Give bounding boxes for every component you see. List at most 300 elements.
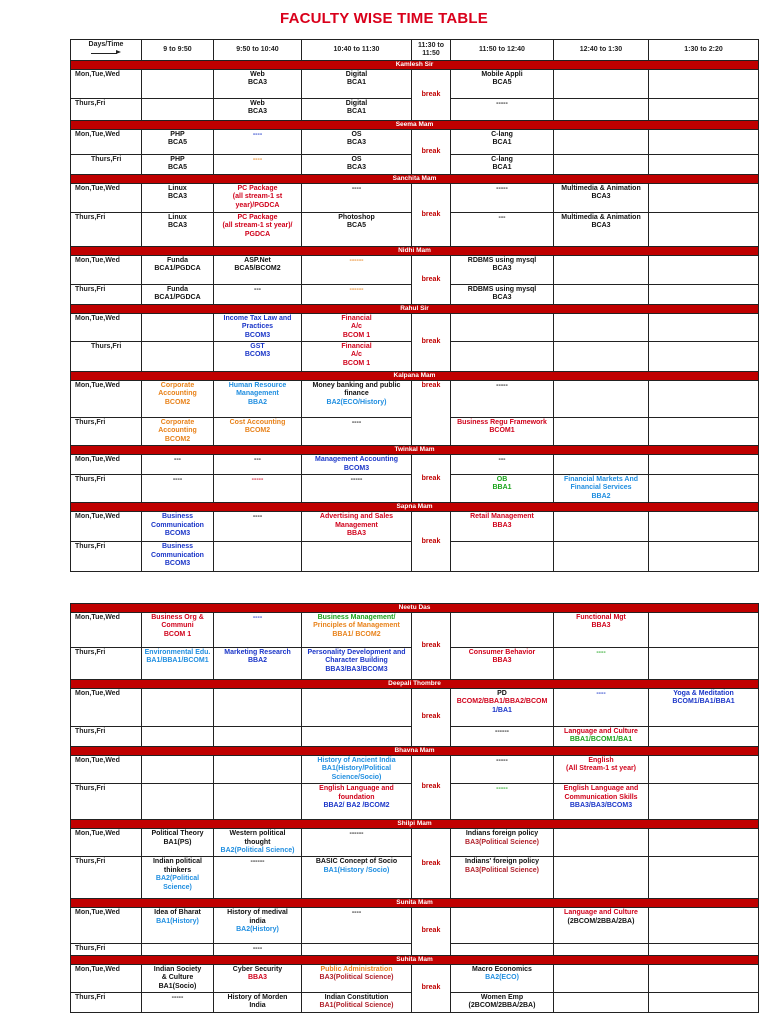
slot-line: BCA3 <box>591 193 611 201</box>
slot-cell <box>554 455 649 475</box>
slot-cell <box>554 908 649 944</box>
slot-cell <box>649 964 759 992</box>
arrow-right-icon <box>91 50 121 56</box>
slot-line: BBA1/ BCOM2 <box>332 630 381 638</box>
slot-line: Science/Socio) <box>331 773 382 781</box>
slot-cell <box>554 130 649 155</box>
schedule-row <box>71 183 759 212</box>
slot-cell <box>214 993 302 1013</box>
faculty-name: Sunita Mam <box>71 899 759 908</box>
slot-line: Business Management/ <box>317 614 396 621</box>
day-label: Thurs,Fri <box>71 418 142 446</box>
slot-line: BBA3/BA3/BCOM3 <box>569 802 633 810</box>
slot-cell <box>142 964 214 992</box>
slot-cell <box>554 784 649 820</box>
day-label: Mon,Tue,Wed <box>71 756 142 784</box>
slot-line: year)/PGDCA <box>235 201 280 209</box>
slot-line: C-lang <box>491 156 513 163</box>
slot-line: BCOM3 <box>244 351 271 359</box>
slot-cell <box>649 342 759 372</box>
slot-line: Macro Economics <box>472 965 532 973</box>
day-label: Mon,Tue,Wed <box>71 183 142 212</box>
slot-cell <box>302 689 412 727</box>
slot-cell <box>554 542 649 572</box>
slot-cell <box>214 313 302 341</box>
slot-line: --- <box>254 456 261 464</box>
day-label: Mon,Tue,Wed <box>71 313 142 341</box>
slot-cell <box>649 455 759 475</box>
slot-line: Multimedia & Animation <box>561 184 641 192</box>
slot-line: Communi <box>161 622 194 630</box>
slot-cell <box>649 908 759 944</box>
break-cell: break <box>412 130 451 175</box>
slot-cell <box>649 993 759 1013</box>
slot-line: Photoshop <box>338 213 375 221</box>
slot-cell <box>451 70 554 99</box>
slot-cell <box>142 689 214 727</box>
slot-line: BCA3 <box>167 222 188 230</box>
break-cell: break <box>412 183 451 246</box>
slot-cell <box>451 944 554 955</box>
slot-cell <box>214 70 302 99</box>
slot-line: BCA1/PGDCA <box>154 294 201 302</box>
slot-line: --- <box>254 285 261 293</box>
slot-cell <box>649 689 759 727</box>
slot-cell <box>649 648 759 680</box>
slot-cell <box>302 756 412 784</box>
slot-cell <box>649 542 759 572</box>
slot-line: Financial Markets And <box>563 476 639 484</box>
slot-line: Business Regu Framework <box>457 419 547 427</box>
slot-cell <box>554 829 649 857</box>
slot-line: ---- <box>596 690 606 697</box>
slot-cell <box>649 70 759 99</box>
slot-cell <box>649 255 759 284</box>
slot-cell <box>554 342 649 372</box>
faculty-row <box>71 747 759 756</box>
slot-cell <box>142 455 214 475</box>
header-slot: 11:50 to 12:40 <box>451 40 554 61</box>
break-cell: break <box>412 613 451 680</box>
slot-cell <box>451 212 554 246</box>
slot-line: (2BCOM/2BBA/2BA) <box>567 917 635 925</box>
slot-cell <box>451 284 554 304</box>
slot-cell <box>142 512 214 542</box>
slot-line: Western political <box>229 830 286 838</box>
slot-cell <box>142 613 214 648</box>
slot-line: BBA3 <box>346 530 367 538</box>
break-cell: break <box>412 381 451 446</box>
slot-line: BCOM 1 <box>163 630 192 638</box>
faculty-name: Suhita Mam <box>71 955 759 964</box>
slot-cell <box>451 689 554 727</box>
slot-line: Digital <box>345 100 368 107</box>
slot-cell <box>214 418 302 446</box>
slot-line: Digital <box>345 71 368 78</box>
slot-cell <box>649 475 759 503</box>
slot-cell <box>649 313 759 341</box>
slot-line: BCA5 <box>167 164 188 172</box>
slot-cell <box>214 183 302 212</box>
slot-cell <box>214 542 302 572</box>
slot-line: BCOM3 <box>164 530 191 538</box>
slot-cell <box>302 212 412 246</box>
slot-cell <box>649 284 759 304</box>
slot-line: ---- <box>252 945 263 953</box>
slot-line: Management <box>236 390 279 398</box>
slot-cell <box>451 183 554 212</box>
schedule-row <box>71 130 759 155</box>
slot-line: BCOM3 <box>244 331 271 339</box>
slot-line: Management Accounting <box>315 456 398 464</box>
slot-cell <box>142 99 214 121</box>
slot-line: ------ <box>349 285 364 293</box>
slot-line: OB <box>496 476 508 484</box>
slot-cell <box>649 381 759 418</box>
break-cell: break <box>412 70 451 121</box>
slot-line: Public Administration <box>320 965 393 973</box>
slot-cell <box>214 155 302 175</box>
slot-cell <box>451 542 554 572</box>
slot-line: History of medival <box>227 909 288 917</box>
slot-cell <box>142 475 214 503</box>
slot-line: BCA1/PGDCA <box>154 265 201 273</box>
slot-line: Practices <box>241 323 274 331</box>
faculty-name: Kamlesh Sir <box>71 61 759 70</box>
slot-cell <box>214 255 302 284</box>
day-label: Thurs,Fri <box>71 784 142 820</box>
slot-line: ------ <box>349 256 364 264</box>
slot-cell <box>554 313 649 341</box>
slot-line: BBA2/ BA2 /BCOM2 <box>323 802 390 810</box>
faculty-row <box>71 304 759 313</box>
slot-line: BCOM3 <box>164 560 191 568</box>
slot-line: BA1(History) <box>156 917 199 925</box>
slot-line: Advertising and Sales <box>319 513 394 521</box>
slot-cell <box>554 689 649 727</box>
slot-cell <box>649 756 759 784</box>
slot-cell <box>554 512 649 542</box>
slot-line: Retail Management <box>470 513 534 521</box>
faculty-row <box>71 680 759 689</box>
slot-cell <box>554 964 649 992</box>
schedule-row <box>71 908 759 944</box>
slot-line: ----- <box>496 382 508 390</box>
slot-line: ----- <box>496 100 508 107</box>
slot-cell <box>302 542 412 572</box>
slot-line: Corporate <box>160 419 195 427</box>
slot-cell <box>302 70 412 99</box>
slot-cell <box>451 964 554 992</box>
slot-line: C-lang <box>491 131 513 138</box>
slot-line: Political Theory <box>151 830 204 838</box>
day-label: Mon,Tue,Wed <box>71 964 142 992</box>
slot-line: (all stream-1 st <box>232 193 283 201</box>
slot-cell <box>451 756 554 784</box>
break-cell: break <box>412 689 451 747</box>
slot-line: Marketing Research <box>224 649 291 656</box>
day-label: Mon,Tue,Wed <box>71 613 142 648</box>
break-cell: break <box>412 313 451 371</box>
slot-cell <box>142 727 214 747</box>
slot-cell <box>554 944 649 955</box>
slot-line: & Culture <box>161 974 194 982</box>
slot-line: Accounting <box>158 427 197 435</box>
slot-line: --- <box>174 456 181 464</box>
slot-line: PGDCA <box>244 230 271 238</box>
slot-cell <box>451 342 554 372</box>
slot-line: (2BCOM/2BBA/2BA) <box>468 1002 536 1010</box>
slot-line: BCA1 <box>346 108 367 116</box>
header-slot: 9:50 to 10:40 <box>214 40 302 61</box>
slot-line: PHP <box>170 131 185 138</box>
slot-cell <box>142 908 214 944</box>
slot-line: BCOM1/BA1/BBA1 <box>672 698 735 706</box>
slot-line: Income Tax Law and <box>223 314 292 322</box>
slot-line: BCOM2 <box>164 435 191 443</box>
header-slot: 10:40 to 11:30 <box>302 40 412 61</box>
day-label: Thurs,Fri <box>71 542 142 572</box>
faculty-name: Nidhi Mam <box>71 246 759 255</box>
slot-line: English Language and <box>319 785 394 793</box>
slot-line: Corporate <box>160 382 195 390</box>
faculty-name: Sapna Mam <box>71 503 759 512</box>
slot-cell <box>554 70 649 99</box>
slot-line: A/c <box>351 351 362 359</box>
slot-line: BCOM2 <box>164 398 191 406</box>
slot-cell <box>554 284 649 304</box>
slot-cell <box>214 727 302 747</box>
slot-cell <box>554 727 649 747</box>
slot-cell <box>142 284 214 304</box>
slot-line: BCOM 1 <box>342 331 371 339</box>
break-cell: break <box>412 455 451 503</box>
slot-line: ------ <box>349 830 364 838</box>
slot-cell <box>142 829 214 857</box>
slot-cell <box>214 455 302 475</box>
timetable-1 <box>70 39 759 572</box>
slot-line: BCA5 <box>492 79 512 87</box>
slot-line: BA1(Socio) <box>158 982 197 990</box>
day-label: Mon,Tue,Wed <box>71 255 142 284</box>
slot-line: ----- <box>350 476 363 484</box>
slot-line: BBA1 <box>492 484 512 492</box>
slot-line: Indian Society <box>153 965 202 973</box>
slot-line: Human Resource <box>228 382 287 390</box>
slot-line: BCA3 <box>346 164 367 172</box>
schedule-row <box>71 381 759 418</box>
slot-line: ----- <box>171 994 184 1002</box>
header-slot: 11:30 to 11:50 <box>412 40 451 61</box>
slot-cell <box>214 857 302 899</box>
slot-line: finance <box>344 390 369 398</box>
schedule-row <box>71 756 759 784</box>
slot-line: BCA3 <box>167 193 188 201</box>
slot-line: PC Package <box>237 184 278 192</box>
slot-cell <box>214 130 302 155</box>
slot-cell <box>649 418 759 446</box>
slot-line: BCA3 <box>346 139 367 147</box>
slot-line: Character Building <box>325 657 388 665</box>
slot-cell <box>214 342 302 372</box>
slot-line: (all stream-1 st year)/ <box>222 222 293 230</box>
slot-cell <box>451 829 554 857</box>
slot-cell <box>302 130 412 155</box>
slot-cell <box>302 648 412 680</box>
slot-cell <box>142 313 214 341</box>
slot-cell <box>214 756 302 784</box>
slot-line: ---- <box>252 513 263 521</box>
slot-cell <box>142 183 214 212</box>
schedule-row <box>71 255 759 284</box>
slot-cell <box>451 908 554 944</box>
slot-cell <box>649 183 759 212</box>
slot-cell <box>302 613 412 648</box>
schedule-row <box>71 613 759 648</box>
slot-cell <box>649 727 759 747</box>
slot-line: Accounting <box>158 390 197 398</box>
faculty-row <box>71 955 759 964</box>
day-label: Mon,Tue,Wed <box>71 829 142 857</box>
slot-cell <box>214 964 302 992</box>
slot-line: Communication Skills <box>564 793 638 801</box>
day-label: Mon,Tue,Wed <box>71 70 142 99</box>
slot-cell <box>214 475 302 503</box>
slot-line: ------ <box>495 728 509 735</box>
slot-cell <box>142 255 214 284</box>
slot-cell <box>451 727 554 747</box>
slot-line: BCA1 <box>492 139 512 147</box>
slot-line: --- <box>498 213 506 221</box>
slot-cell <box>554 756 649 784</box>
slot-line: ASP.Net <box>244 256 271 264</box>
slot-line: BA2(Political <box>155 875 200 883</box>
slot-cell <box>302 99 412 121</box>
slot-line: BA2(History) <box>236 926 279 934</box>
schedule-row <box>71 313 759 341</box>
slot-cell <box>451 993 554 1013</box>
slot-cell <box>302 727 412 747</box>
slot-cell <box>302 183 412 212</box>
header-row <box>71 40 759 61</box>
slot-line: Business Org & <box>151 614 204 621</box>
slot-line: Women Emp <box>480 994 524 1002</box>
slot-line: ----- <box>496 785 508 793</box>
slot-line: English <box>588 757 614 764</box>
slot-line: BCA1 <box>346 79 367 87</box>
slot-line: BCOM1 <box>489 427 515 435</box>
slot-line: Language and Culture <box>564 909 638 917</box>
slot-line: PHP <box>170 156 185 163</box>
slot-line: BA1(Political Science) <box>319 1002 394 1010</box>
slot-cell <box>451 512 554 542</box>
slot-line: BA2(ECO/History) <box>326 398 387 406</box>
slot-cell <box>214 784 302 820</box>
slot-line: BBA3 <box>492 521 512 529</box>
day-label: Thurs,Fri <box>71 648 142 680</box>
slot-line: Consumer Behavior <box>468 649 536 656</box>
schedule-row <box>71 964 759 992</box>
slot-line: BCA3 <box>492 265 512 273</box>
slot-cell <box>554 381 649 418</box>
slot-cell <box>214 613 302 648</box>
slot-line: ---- <box>596 649 606 656</box>
slot-cell <box>554 155 649 175</box>
slot-cell <box>142 70 214 99</box>
slot-cell <box>302 155 412 175</box>
slot-cell <box>214 689 302 727</box>
slot-cell <box>302 284 412 304</box>
slot-line: Indian Constitution <box>324 994 389 1002</box>
slot-cell <box>649 99 759 121</box>
slot-line: Web <box>250 100 265 107</box>
day-label: Thurs,Fri <box>71 944 142 955</box>
day-label: Mon,Tue,Wed <box>71 381 142 418</box>
slot-line: 1/BA1 <box>492 706 512 714</box>
page-title: FACULTY WISE TIME TABLE <box>280 10 488 27</box>
slot-cell <box>302 313 412 341</box>
slot-cell <box>451 613 554 648</box>
slot-line: Financial <box>341 314 372 322</box>
slot-cell <box>302 418 412 446</box>
faculty-name: Shilpi Mam <box>71 820 759 829</box>
faculty-row <box>71 246 759 255</box>
slot-cell <box>554 648 649 680</box>
slot-line: BCA3 <box>492 294 512 302</box>
slot-cell <box>554 255 649 284</box>
faculty-name: Rahul Sir <box>71 304 759 313</box>
slot-line: Cyber Security <box>232 965 283 973</box>
slot-line: English Language and <box>563 785 639 793</box>
slot-line: Linux <box>168 213 187 221</box>
slot-line: BCA3 <box>247 79 268 87</box>
slot-line: ----- <box>496 757 508 764</box>
slot-line: ---- <box>351 184 362 192</box>
faculty-row <box>71 446 759 455</box>
slot-cell <box>451 648 554 680</box>
slot-cell <box>142 130 214 155</box>
slot-line: OS <box>351 156 362 163</box>
day-label: Thurs,Fri <box>71 993 142 1013</box>
slot-line: BBA1/BCOM1/BA1 <box>569 736 633 744</box>
slot-line: Personality Development and <box>307 649 406 656</box>
day-label: Thurs,Fri <box>71 155 142 175</box>
slot-line: BCA5 <box>346 222 367 230</box>
slot-cell <box>451 475 554 503</box>
slot-line: ---- <box>252 131 263 138</box>
slot-line: BA1(PS) <box>163 838 192 846</box>
slot-cell <box>554 993 649 1013</box>
slot-line: Indians foreign policy <box>465 830 539 838</box>
slot-line: ----- <box>251 476 264 484</box>
slot-cell <box>554 857 649 899</box>
break-cell: break <box>412 829 451 899</box>
slot-line: RDBMS using mysql <box>467 285 537 293</box>
slot-cell <box>214 908 302 944</box>
slot-line: GST <box>250 343 265 351</box>
slot-cell <box>302 908 412 944</box>
slot-cell <box>649 784 759 820</box>
slot-cell <box>451 255 554 284</box>
faculty-name: Bhavna Mam <box>71 747 759 756</box>
faculty-name: Seema Mam <box>71 121 759 130</box>
slot-cell <box>554 183 649 212</box>
faculty-name: Deepali Thombre <box>71 680 759 689</box>
slot-line: BCA1 <box>492 164 512 172</box>
day-label: Thurs,Fri <box>71 857 142 899</box>
schedule-row <box>71 829 759 857</box>
slot-cell <box>554 475 649 503</box>
